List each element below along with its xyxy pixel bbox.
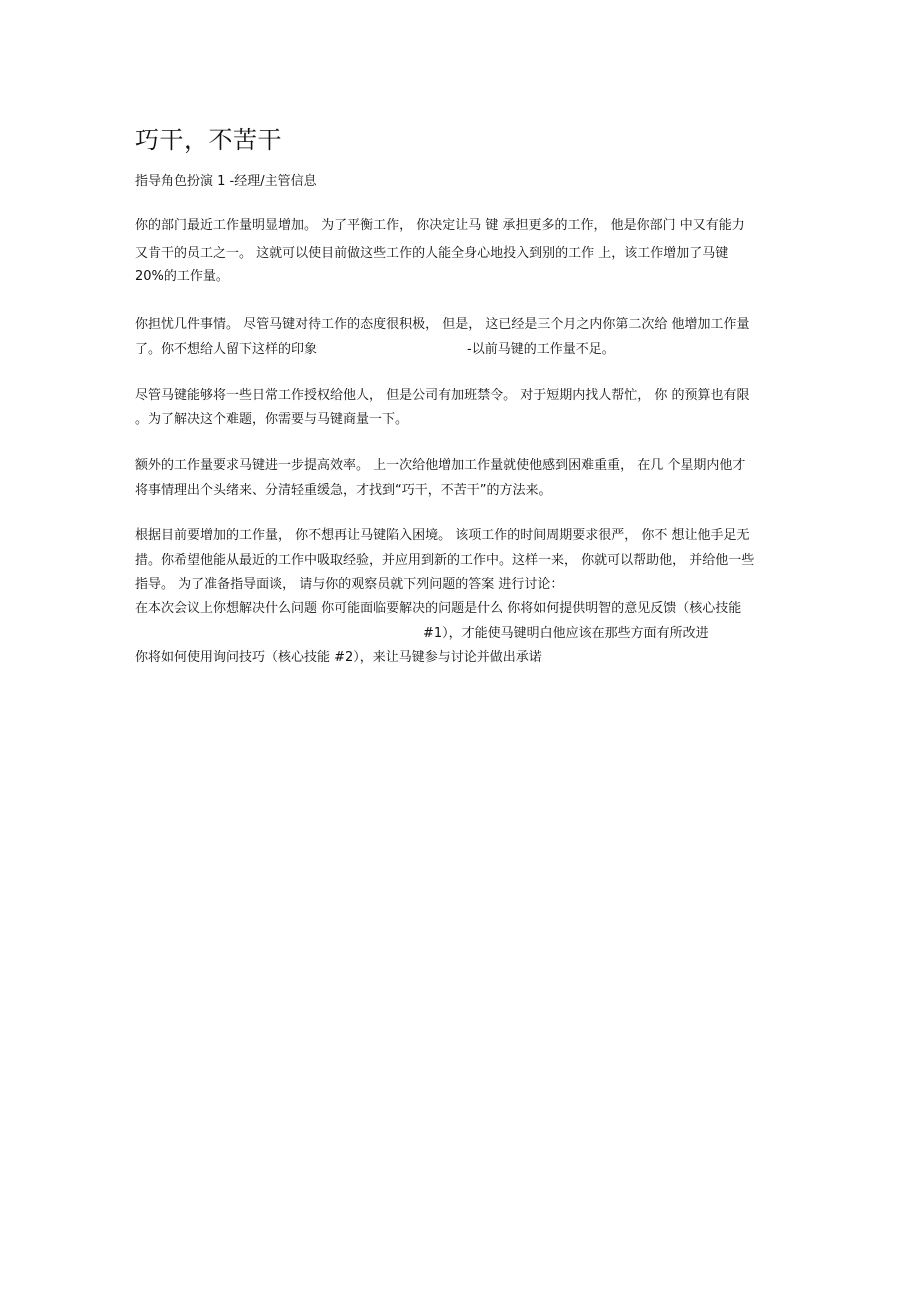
- paragraph-5-line-2: 措。你希望他能从最近的工作中吸取经验，并应用到新的工作中。这样一来， 你就可以帮助他， 并给他一些: [135, 553, 755, 568]
- document-subtitle: 指导角色扮演 1 -经理/主管信息: [135, 174, 317, 189]
- paragraph-5-line-4: 在本次会议上你想解决什么问题 你可能面临要解决的问题是什么 你将如何提供明智的意见反馈（核心技能: [135, 601, 742, 616]
- paragraph-2-line-1: 你担忧几件事情。 尽管马键对待工作的态度很积极， 但是， 这已经是三个月之内你第二次给 他增加工作量: [135, 317, 750, 332]
- paragraph-5-line-6: 你将如何使用询问技巧（核心技能 #2），来让马键参与讨论并做出承诺: [135, 650, 542, 665]
- paragraph-5-line-3: 指导。 为了准备指导面谈， 请与你的观察员就下列问题的答案 进行讨论：: [135, 577, 564, 592]
- document-title: 巧干，不苦干: [135, 126, 282, 154]
- paragraph-5-line-5: #1），才能使马键明白他应该在那些方面有所改进: [423, 626, 709, 641]
- paragraph-3-line-1: 尽管马键能够将一些日常工作授权给他人， 但是公司有加班禁令。 对于短期内找人帮忙， 你 的预算也有限: [135, 388, 750, 403]
- paragraph-2-line-2b: -以前马键的工作量不足。: [467, 342, 615, 357]
- paragraph-1-line-1: 你的部门最近工作量明显增加。 为了平衡工作， 你决定让马 键 承担更多的工作， 他是你部门 中又有能力: [135, 218, 745, 233]
- paragraph-2-line-2a: 了。你不想给人留下这样的印象: [135, 342, 318, 357]
- paragraph-4-line-1: 额外的工作量要求马键进一步提高效率。 上一次给他增加工作量就使他感到困难重重， 在几 个星期内他才: [135, 458, 746, 473]
- paragraph-1-line-3: 20%的工作量。: [135, 269, 229, 284]
- paragraph-3-line-2: 。为了解决这个难题，你需要与马键商量一下。: [135, 412, 409, 427]
- paragraph-4-line-2: 将事情理出个头绪来、分清轻重缓急，才找到“巧干，不苦干”的方法来。: [135, 483, 552, 498]
- paragraph-5-line-1: 根据目前要增加的工作量， 你不想再让马键陷入困境。 该项工作的时间周期要求很严， 你不 想让他手足无: [135, 528, 750, 543]
- paragraph-1-line-2: 又肯干的员工之一。 这就可以使目前做这些工作的人能全身心地投入到别的工作 上，该工作增加了马键: [135, 246, 729, 261]
